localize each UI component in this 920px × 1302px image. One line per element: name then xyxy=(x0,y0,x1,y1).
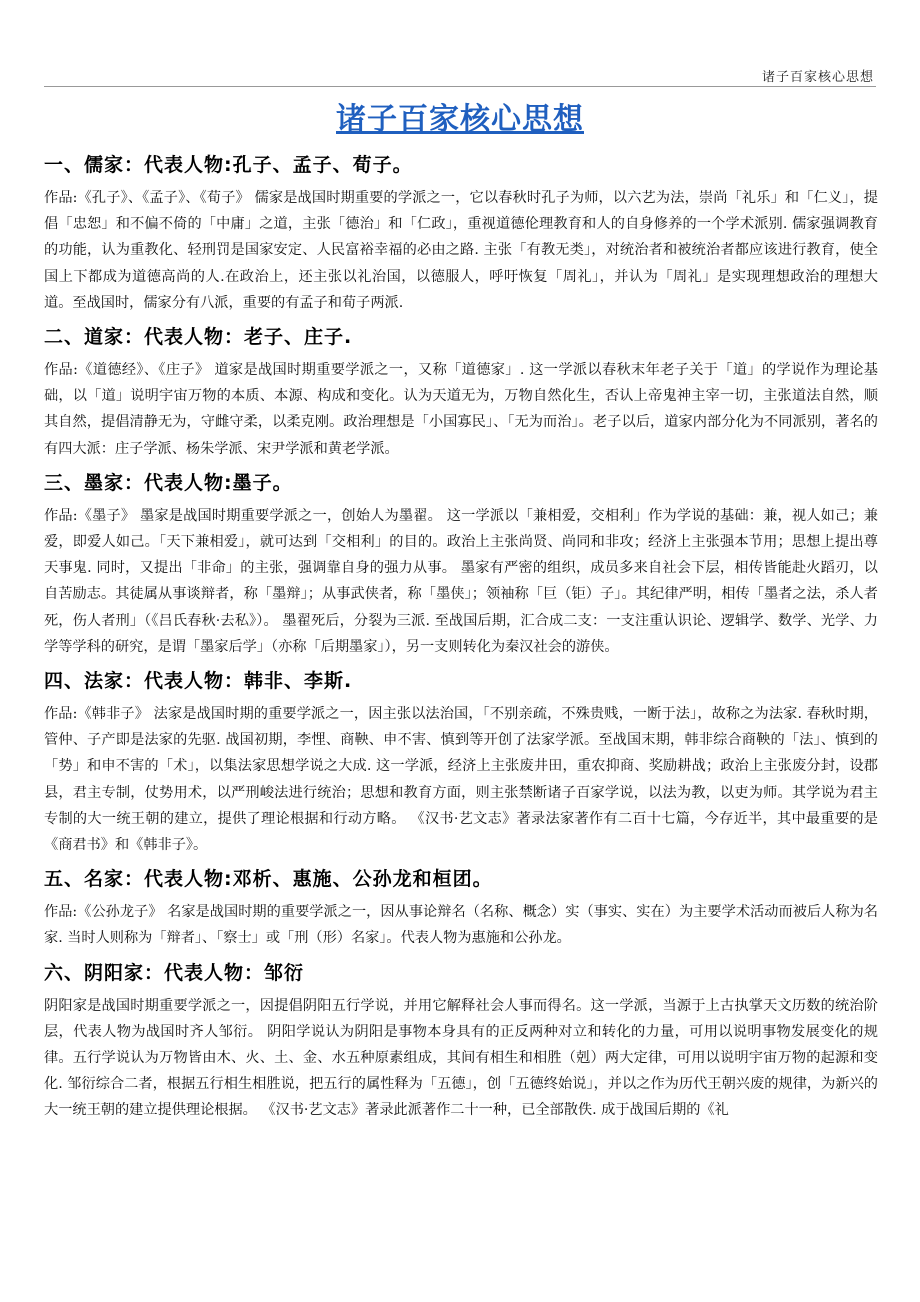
section-body: 作品:《道德经》、《庄子》 道家是战国时期重要学派之一，又称「道德家」. 这一学派以春秋末年老子关于「道」的学说作为理论基础，以「道」说明宇宙万物的本质、本源、构成和变化。认为天道无为，万物自然化生，否认上帝鬼神主宰一切，主张道法自然，顺其自然，提倡清静无为，守雌守柔，以柔克刚。政治理想是「小国寡民」、「无为而治」。老子以后，道家内部分化为不同派别，著名的有四大派：庄子学派、杨朱学派、宋尹学派和黄老学派。 xyxy=(44,362,878,457)
header-rule xyxy=(44,86,876,87)
section-body: 作品:《孔子》、《孟子》、《荀子》 儒家是战国时期重要的学派之一，它以春秋时孔子为师，以六艺为法，崇尚「礼乐」和「仁义」，提倡「忠恕」和不偏不倚的「中庸」之道，主张「德治」和「仁政」，重视道德伦理教育和人的自身修养的一个学术派别. 儒家强调教育的功能，认为重教化、轻刑罚是国家安定、人民富裕幸福的必由之路. 主张「有教无类」，对统治者和被统治者都应该进行教育，使全国上下都成为道德高尚的人.在政治上，还主张以礼治国，以德服人，呼吁恢复「周礼」，并认为「周礼」是实现理想政治的理想大道。至战国时，儒家分有八派，重要的有孟子和荀子两派. xyxy=(44,190,878,311)
section-heading: 五、名家：代表人物:邓析、惠施、公孙龙和桓团。 xyxy=(44,868,493,891)
section-mohism xyxy=(44,468,878,660)
section-legalism xyxy=(44,666,878,858)
section-heading: 二、道家：代表人物：老子、庄子. xyxy=(44,326,353,349)
section-heading: 六、阴阳家：代表人物：邹衍 xyxy=(44,961,305,984)
section-body: 阴阳家是战国时期重要学派之一，因提倡阴阳五行学说，并用它解释社会人事而得名。这一学派，当源于上古执掌天文历数的统治阶层，代表人物为战国时齐人邹衍。 阴阳学说认为阴阳是事物本身具有的正反两种对立和转化的力量，可用以说明事物发展变化的规律。五行学说认为万物皆由木、火、土、金、水五种原素组成，其间有相生和相胜（剋）两大定律，可用以说明宇宙万物的起源和变化. 邹衍综合二者，根据五行相生相胜说，把五行的属性释为「五德」，创「五德终始说」，并以之作为历代王朝兴废的规律，为新兴的大一统王朝的建立提供理论根据。 《汉书·艺文志》著录此派著作二十一种，已全部散佚. 成于战国后期的《礼 xyxy=(44,997,878,1119)
section-yin-yang xyxy=(44,958,878,1124)
document-title: 诸子百家核心思想 xyxy=(336,102,584,137)
section-daoism xyxy=(44,322,878,462)
section-body: 作品:《韩非子》 法家是战国时期的重要学派之一，因主张以法治国，「不别亲疏，不殊贵贱，一断于法」，故称之为法家. 春秋时期，管仲、子产即是法家的先驱. 战国初期，李悝、商鞅、申不害、慎到等开创了法家学派。至战国末期，韩非综合商鞅的「法」、慎到的「势」和申不害的「术」，以集法家思想学说之大成. 这一学派，经济上主张废井田，重农抑商、奖励耕战；政治上主张废分封，设郡县，君主专制，仗势用术，以严刑峻法进行统治；思想和教育方面，则主张禁断诸子百家学说，以法为教，以吏为师。其学说为君主专制的大一统王朝的建立，提供了理论根据和行动方略。 《汉书·艺文志》著录法家著作有二百十七篇，今存近半，其中最重要的是《商君书》和《韩非子》。 xyxy=(44,706,878,854)
section-body: 作品:《墨子》 墨家是战国时期重要学派之一，创始人为墨翟。 这一学派以「兼相爱，交相利」作为学说的基础：兼，视人如己；兼爱，即爱人如己。「天下兼相爱」，就可达到「交相利」的目的。政治上主张尚贤、尚同和非攻；经济上主张强本节用；思想上提出尊天事鬼. 同时，又提出「非命」的主张，强调靠自身的强力从事。 墨家有严密的组织，成员多来自社会下层，相传皆能赴火蹈刃，以自苦励志。其徒属从事谈辩者，称「墨辩」；从事武侠者，称「墨侠」；领袖称「巨（钜）子」。其纪律严明，相传「墨者之法，杀人者死，伤人者刑」（《吕氏春秋·去私》）。 墨翟死后，分裂为三派. 至战国后期，汇合成二支：一支注重认识论、逻辑学、数学、光学、力学等学科的研究，是谓「墨家后学」（亦称「后期墨家」），另一支则转化为秦汉社会的游侠。 xyxy=(44,507,878,655)
section-body: 作品:《公孙龙子》 名家是战国时期的重要学派之一，因从事论辩名（名称、概念）实（事实、实在）为主要学术活动而被后人称为名家. 当时人则称为「辩者」、「察士」或「刑（形）名家」。代表人物为惠施和公孙龙。 xyxy=(44,904,878,947)
section-heading: 一、儒家：代表人物:孔子、孟子、荀子。 xyxy=(44,154,413,176)
running-header: 诸子百家核心思想 xyxy=(761,70,874,85)
section-school-of-names xyxy=(44,864,878,951)
document-content xyxy=(44,144,878,1130)
section-heading: 四、法家：代表人物：韩非、李斯. xyxy=(44,670,353,693)
section-heading: 三、墨家：代表人物:墨子。 xyxy=(44,471,293,494)
section-confucianism xyxy=(44,150,878,316)
